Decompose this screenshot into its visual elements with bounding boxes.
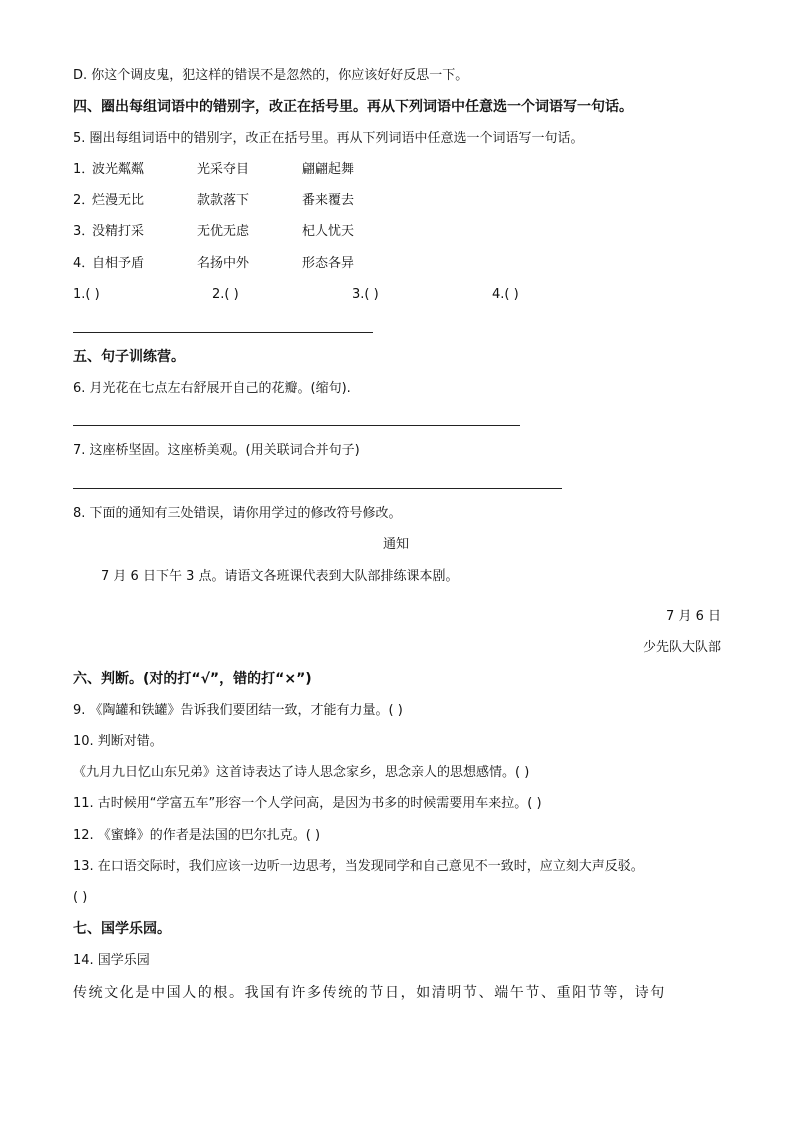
question-14-text: 传统文化是中国人的根。我国有许多传统的节日，如清明节、端午节、重阳节等，诗句	[73, 985, 666, 1001]
notice-title: 通知	[383, 537, 410, 552]
word-item: 名扬中外	[197, 256, 250, 271]
row-number: 4．	[73, 256, 95, 271]
sentence-answer-line[interactable]	[73, 332, 373, 333]
row-number: 1．	[73, 162, 95, 177]
section-5-title: 五、句子训练营。	[73, 349, 185, 365]
question-10-statement: 《九月九日忆山东兄弟》这首诗表达了诗人思念家乡，思念亲人的思想感情。( )	[73, 765, 530, 780]
question-8: 8. 下面的通知有三处错误，请你用学过的修改符号修改。	[73, 506, 402, 521]
notice-date: 7 月 6 日	[666, 609, 721, 624]
answer-blank[interactable]: 2.( )	[212, 287, 239, 302]
answer-blank[interactable]: 4.( )	[492, 287, 519, 302]
q7-answer-line[interactable]	[73, 488, 562, 489]
word-item: 没精打采	[92, 224, 145, 239]
question-12: 12. 《蜜蜂》的作者是法国的巴尔扎克。( )	[73, 828, 321, 843]
section-6-title: 六、判断。(对的打“√”，错的打“×”)	[73, 671, 312, 687]
word-item: 光采夺目	[197, 162, 250, 177]
section-7-title: 七、国学乐园。	[73, 921, 171, 937]
word-item: 杞人忧天	[302, 224, 355, 239]
question-13-answer[interactable]: ( )	[73, 890, 88, 905]
question-14: 14. 国学乐园	[73, 953, 150, 968]
q6-answer-line[interactable]	[73, 425, 520, 426]
word-item: 波光粼粼	[92, 162, 145, 177]
word-item: 无优无虑	[197, 224, 250, 239]
question-13: 13. 在口语交际时，我们应该一边听一边思考，当发现同学和自己意见不一致时，应立刻大声反驳。	[73, 859, 644, 874]
word-item: 自相予盾	[92, 256, 145, 271]
word-item: 烂漫无比	[92, 193, 145, 208]
question-5: 5. 圈出每组词语中的错别字，改正在括号里。再从下列词语中任意选一个词语写一句话。	[73, 131, 584, 146]
row-number: 3．	[73, 224, 95, 239]
word-item: 款款落下	[197, 193, 250, 208]
word-item: 翩翩起舞	[302, 162, 355, 177]
option-d: D. 你这个调皮鬼，犯这样的错误不是忽然的，你应该好好反思一下。	[73, 68, 469, 83]
question-9: 9. 《陶罐和铁罐》告诉我们要团结一致，才能有力量。( )	[73, 703, 403, 718]
notice-body: 7 月 6 日下午 3 点。请语文各班课代表到大队部排练课本剧。	[101, 569, 459, 584]
question-11: 11. 古时候用“学富五车”形容一个人学问高，是因为书多的时候需要用车来拉。( )	[73, 796, 542, 811]
question-6: 6. 月光花在七点左右舒展开自己的花瓣。(缩句).	[73, 381, 351, 396]
question-10: 10. 判断对错。	[73, 734, 163, 749]
answer-blank[interactable]: 1.( )	[73, 287, 100, 302]
answer-blank[interactable]: 3.( )	[352, 287, 379, 302]
section-4-title: 四、圈出每组词语中的错别字，改正在括号里。再从下列词语中任意选一个词语写一句话。	[73, 99, 633, 115]
row-number: 2．	[73, 193, 95, 208]
question-7: 7. 这座桥坚固。这座桥美观。(用关联词合并句子)	[73, 443, 360, 458]
word-item: 番来覆去	[302, 193, 355, 208]
word-item: 形态各异	[302, 256, 355, 271]
notice-signature: 少先队大队部	[642, 640, 721, 655]
